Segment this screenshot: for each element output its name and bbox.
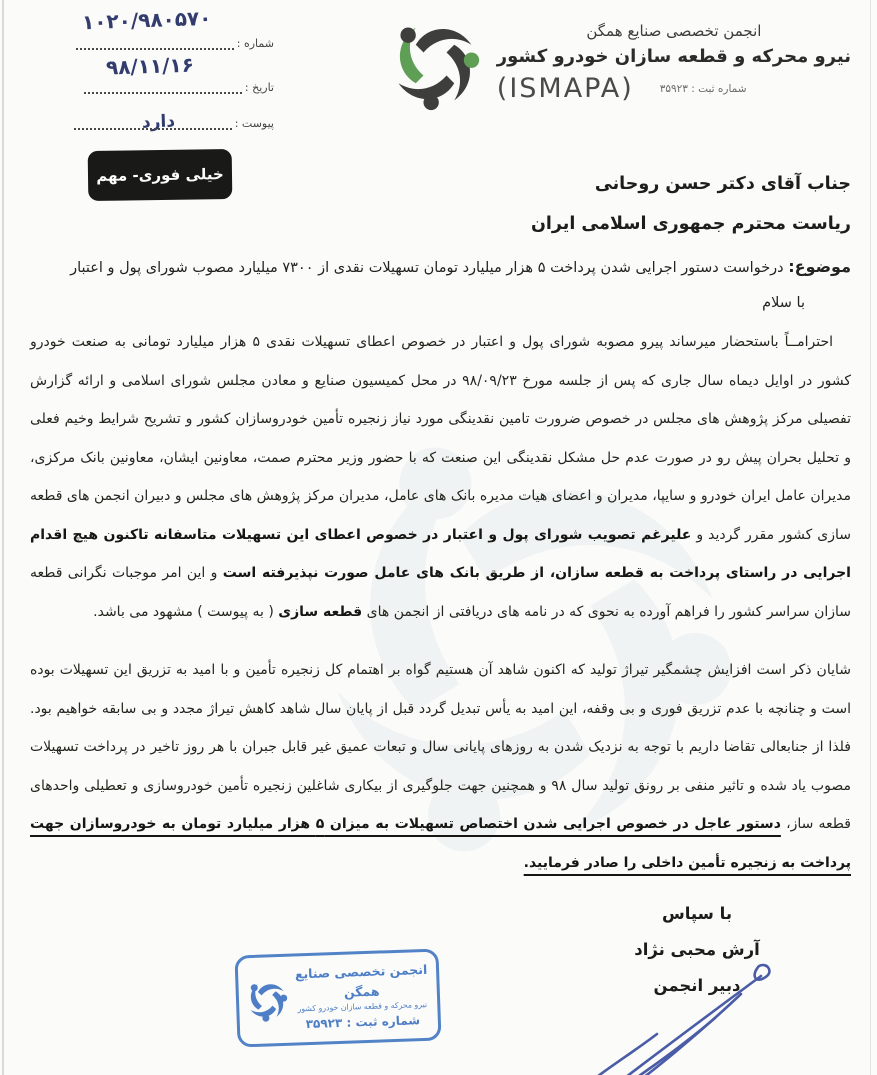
round-stamp-text bbox=[292, 960, 432, 1034]
org-acronym: (ISMAPA) bbox=[496, 73, 634, 104]
letter-body bbox=[30, 323, 851, 882]
letter-attachment-row bbox=[64, 100, 276, 136]
body-text-segment: و این امر موجبات نگرانی قطعه سازان سراسر کشور را فراهم آورده به نحوی که در نامه های دریافتی از انجمن های bbox=[30, 565, 851, 620]
letter-number-label: شماره : bbox=[236, 37, 274, 50]
body-text-segment: احترامــاً باستحضار میرساند پیرو مصوبه شورای پول و اعتبار در خصوص اعطای تسهیلات نقدی ۵ هزار میلیارد تومانی به صنعت خودرو کشور در اوایل دیماه سال جاری که پس از جلسه مورخ ۹۸/۰۹/۲۳ در محل کمیسیون صنایع و معادن مجلس شورای اسلامی و ارائه گزارش تفصیلی مرکز پژوهش های مجلس در خصوص ضرورت تامین نقدینگی مورد نیاز زنجیره تأمین خودروسازان کشور و تشریح شرایط وخیم فعلی و تحلیل بحران پیش رو در صورت عدم حل مشکل نقدینگی این صنعت که با حضور وزیر محترم صمت، معاونین ایشان، معاونین بانک مرکزی، مدیران عامل ایران خودرو و سایپا، مدیران و اعضای هیات مدیره بانک های عامل، مدیران مرکز پژوهش های مجلس و دبیران انجمن های قطعه سازی کشور مقرر گردید و bbox=[30, 334, 851, 543]
body-paragraph-1 bbox=[30, 323, 851, 631]
letter-date-label: تاریخ : bbox=[244, 81, 274, 94]
letterhead bbox=[30, 0, 851, 146]
body-text-segment: علیرغم تصویب شورای پول و اعتبار در خصوص اعطای این تسهیلات متاسفانه تاکنون هیچ اقدام اجرایی در راستای پرداخت به قطعه سازان، از طریق بانک های عامل صورت نپذیرفته است bbox=[30, 526, 851, 581]
letter-date-value: ۹۸/۱۱/۱۶ bbox=[105, 52, 195, 80]
letter-date-row bbox=[64, 52, 276, 100]
org-header bbox=[381, 16, 851, 112]
round-stamp-line1: انجمن تخصصی صنایع همگن bbox=[294, 962, 428, 1000]
dotted-line bbox=[76, 46, 234, 50]
org-name-line2: نیرو محرکه و قطعه سازان خودرو کشور bbox=[496, 46, 851, 67]
body-text-segment: دستور عاجل در خصوص اجرایی شدن اختصاص تسهیلات به میزان ۵ هزار میلیارد تومان به خودروسازان جهت پرداخت به زنجیره تأمین داخلی را صادر فرمایید. bbox=[30, 816, 851, 871]
org-acronym-row bbox=[497, 73, 851, 104]
round-stamp-logo-icon bbox=[244, 978, 290, 1024]
association-round-stamp bbox=[234, 948, 441, 1047]
signature-scribble bbox=[545, 962, 795, 1075]
letter-meta-block bbox=[64, 5, 276, 136]
subject-line bbox=[30, 254, 851, 281]
round-stamp-line2: نیرو محرکه و قطعه سازان خودرو کشور bbox=[297, 999, 428, 1014]
org-titles bbox=[497, 16, 851, 104]
priority-stamp bbox=[88, 149, 233, 201]
signature-thanks: با سپاس bbox=[661, 904, 733, 923]
signatory-title: دبیر انجمن bbox=[653, 976, 741, 995]
org-name-line1: انجمن تخصصی صنایع همگن bbox=[586, 22, 762, 40]
dotted-line bbox=[74, 126, 232, 130]
recipient-title: ریاست محترم جمهوری اسلامی ایران bbox=[530, 214, 851, 234]
body-text-segment: شایان ذکر است افزایش چشمگیر تیراژ تولید که اکنون شاهد آن هستیم گواه بر اهتمام کل زنجیره تأمین و با امید به تزریق این تسهیلات بوده است و چنانچه با عدم تزریق فوری و بی وقفه، این امید به یأس تبدیل گردد قبل از پایان سال شاهد کاهش تیراژ مجدد و بی سابقه خواهیم بود. فلذا از جنابعالی تقاضا داریم با توجه به نزدیک شدن به روزهای پایانی سال و تبعات عمیق غیر قابل جبران با هر روز تاخیر در پرداخت تسهیلات مصوب یاد شده و تاثیر منفی بر رونق تولید سال ۹۸ و همچنین جهت جلوگیری از بیکاری شاغلین زنجیره تأمین خودروسازی و تعطیلی واحدهای قطعه ساز، bbox=[30, 662, 851, 832]
letter-number-value: ۱۰۲۰/۹۸۰۵۷۰ bbox=[81, 5, 212, 35]
letter-attachment-value: دارد bbox=[141, 111, 176, 133]
body-paragraph-2 bbox=[30, 651, 851, 882]
subject-label: موضوع: bbox=[788, 257, 851, 276]
body-text-segment: قطعه سازی bbox=[278, 603, 363, 620]
priority-stamp-text: خیلی فوری- مهم bbox=[96, 165, 224, 185]
letter-number-row bbox=[64, 5, 276, 56]
dotted-line bbox=[84, 90, 242, 94]
letter-attachment-label: پیوست : bbox=[234, 117, 274, 130]
org-registration-number: شماره ثبت : ۳۵۹۲۳ bbox=[659, 82, 747, 95]
recipient-name: جناب آقای دکتر حسن روحانی bbox=[594, 174, 851, 194]
body-text-segment: ( به پیوست ) مشهود می باشد. bbox=[93, 603, 279, 620]
round-stamp-line3: شماره ثبت : ۳۵۹۲۳ bbox=[305, 1013, 421, 1032]
signature-block bbox=[597, 896, 797, 1004]
signatory-name: آرش محبی نژاد bbox=[634, 940, 760, 959]
association-logo-icon bbox=[383, 16, 487, 112]
greeting: با سلام bbox=[762, 295, 805, 311]
subject-text: درخواست دستور اجرایی شدن پرداخت ۵ هزار میلیارد تومان تسهیلات نقدی از ۷۳۰۰ میلیارد مصوب شورای پول و اعتبار bbox=[70, 260, 789, 276]
